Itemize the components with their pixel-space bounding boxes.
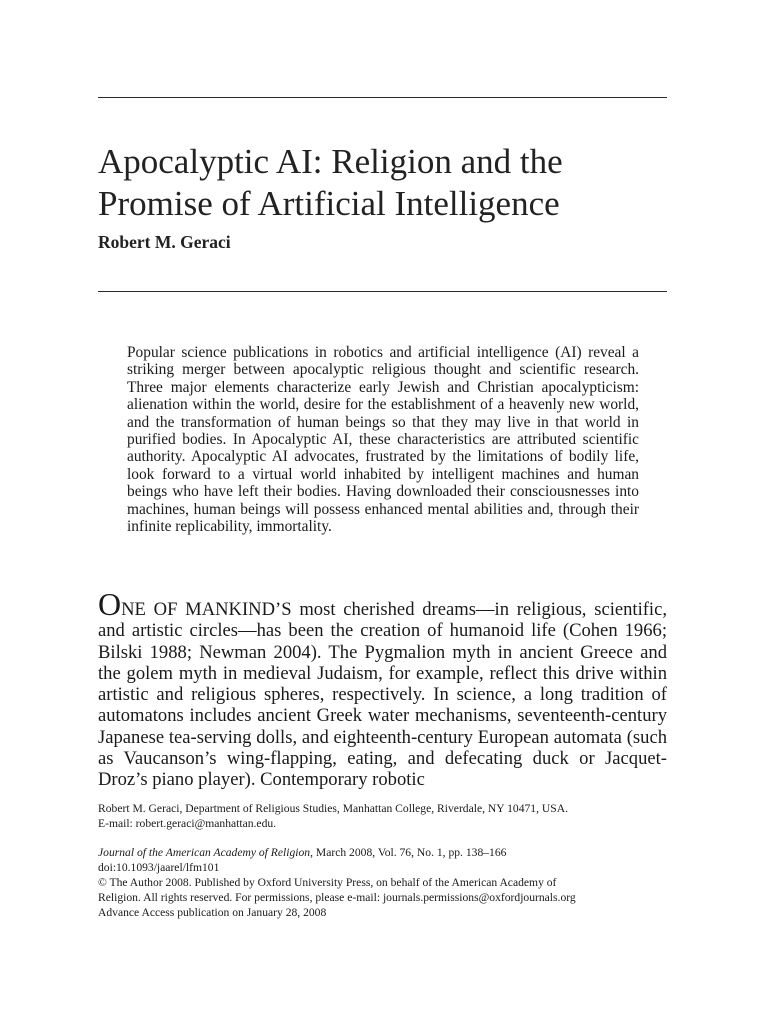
permissions-line: Religion. All rights reserved. For permissions, please e-mail: journals.permissions@oxfordjournals.org bbox=[98, 891, 576, 904]
article-title bbox=[98, 141, 698, 225]
author-email: E-mail: robert.geraci@manhattan.edu. bbox=[98, 817, 277, 830]
journal-name: Journal of the American Academy of Religion bbox=[98, 846, 311, 859]
body-text: most cherished dreams—in religious, scientific, and artistic circles—has been the creation of humanoid life (Cohen 1966; Bilski 1988; Newman 2004). The Pygmalion myth in ancient Greece and the golem myth in medieval Judaism, for example, reflect this drive within artistic and religious spheres, respectively. In science, a long tradition of automatons includes ancient Greek water mechanisms, seventeenth-century Japanese tea-serving dolls, and eighteenth-century European automata (such as Vaucanson’s wing-flapping, eating, and defecating duck or Jacquet-Droz’s piano player). Contemporary robotic bbox=[98, 599, 668, 791]
opening-small-caps: NE OF MANKIND’S bbox=[121, 599, 292, 620]
title-line-2: Promise of Artificial Intelligence bbox=[98, 184, 560, 223]
publication-info bbox=[98, 845, 678, 920]
top-rule bbox=[98, 97, 667, 98]
advance-access: Advance Access publication on January 28, 2008 bbox=[98, 906, 327, 919]
affiliation-line: Robert M. Geraci, Department of Religious Studies, Manhattan College, Riverdale, NY 10471, USA. bbox=[98, 802, 568, 815]
author-affiliation bbox=[98, 801, 678, 831]
doi: doi:10.1093/jaarel/lfm101 bbox=[98, 861, 220, 874]
copyright-line: © The Author 2008. Published by Oxford University Press, on behalf of the American Academy of bbox=[98, 876, 557, 889]
drop-cap: O bbox=[98, 586, 122, 622]
header-bottom-rule bbox=[98, 291, 667, 292]
title-line-1: Apocalyptic AI: Religion and the bbox=[98, 142, 563, 181]
journal-citation bbox=[98, 845, 678, 860]
abstract: Popular science publications in robotics and artificial intelligence (AI) reveal a striking merger between apocalyptic religious thought and scientific research. Three major elements characterize early Jewish and Christian apocalypticism: alienation within the world, desire for the establishment of a heavenly new world, and the transformation of human beings so that they may live in that world in purified bodies. In Apocalyptic AI, these characteristics are attributed scientific authority. Apocalyptic AI advocates, frustrated by the limitations of bodily life, look forward to a virtual world inhabited by intelligent machines and human beings who have left their bodies. Having downloaded their consciousnesses into machines, human beings will possess enhanced mental abilities and, through their infinite replicability, immortality. bbox=[127, 344, 639, 536]
body-paragraph bbox=[98, 586, 668, 791]
author-name: Robert M. Geraci bbox=[98, 232, 231, 252]
journal-details: , March 2008, Vol. 76, No. 1, pp. 138–166 bbox=[310, 846, 507, 859]
